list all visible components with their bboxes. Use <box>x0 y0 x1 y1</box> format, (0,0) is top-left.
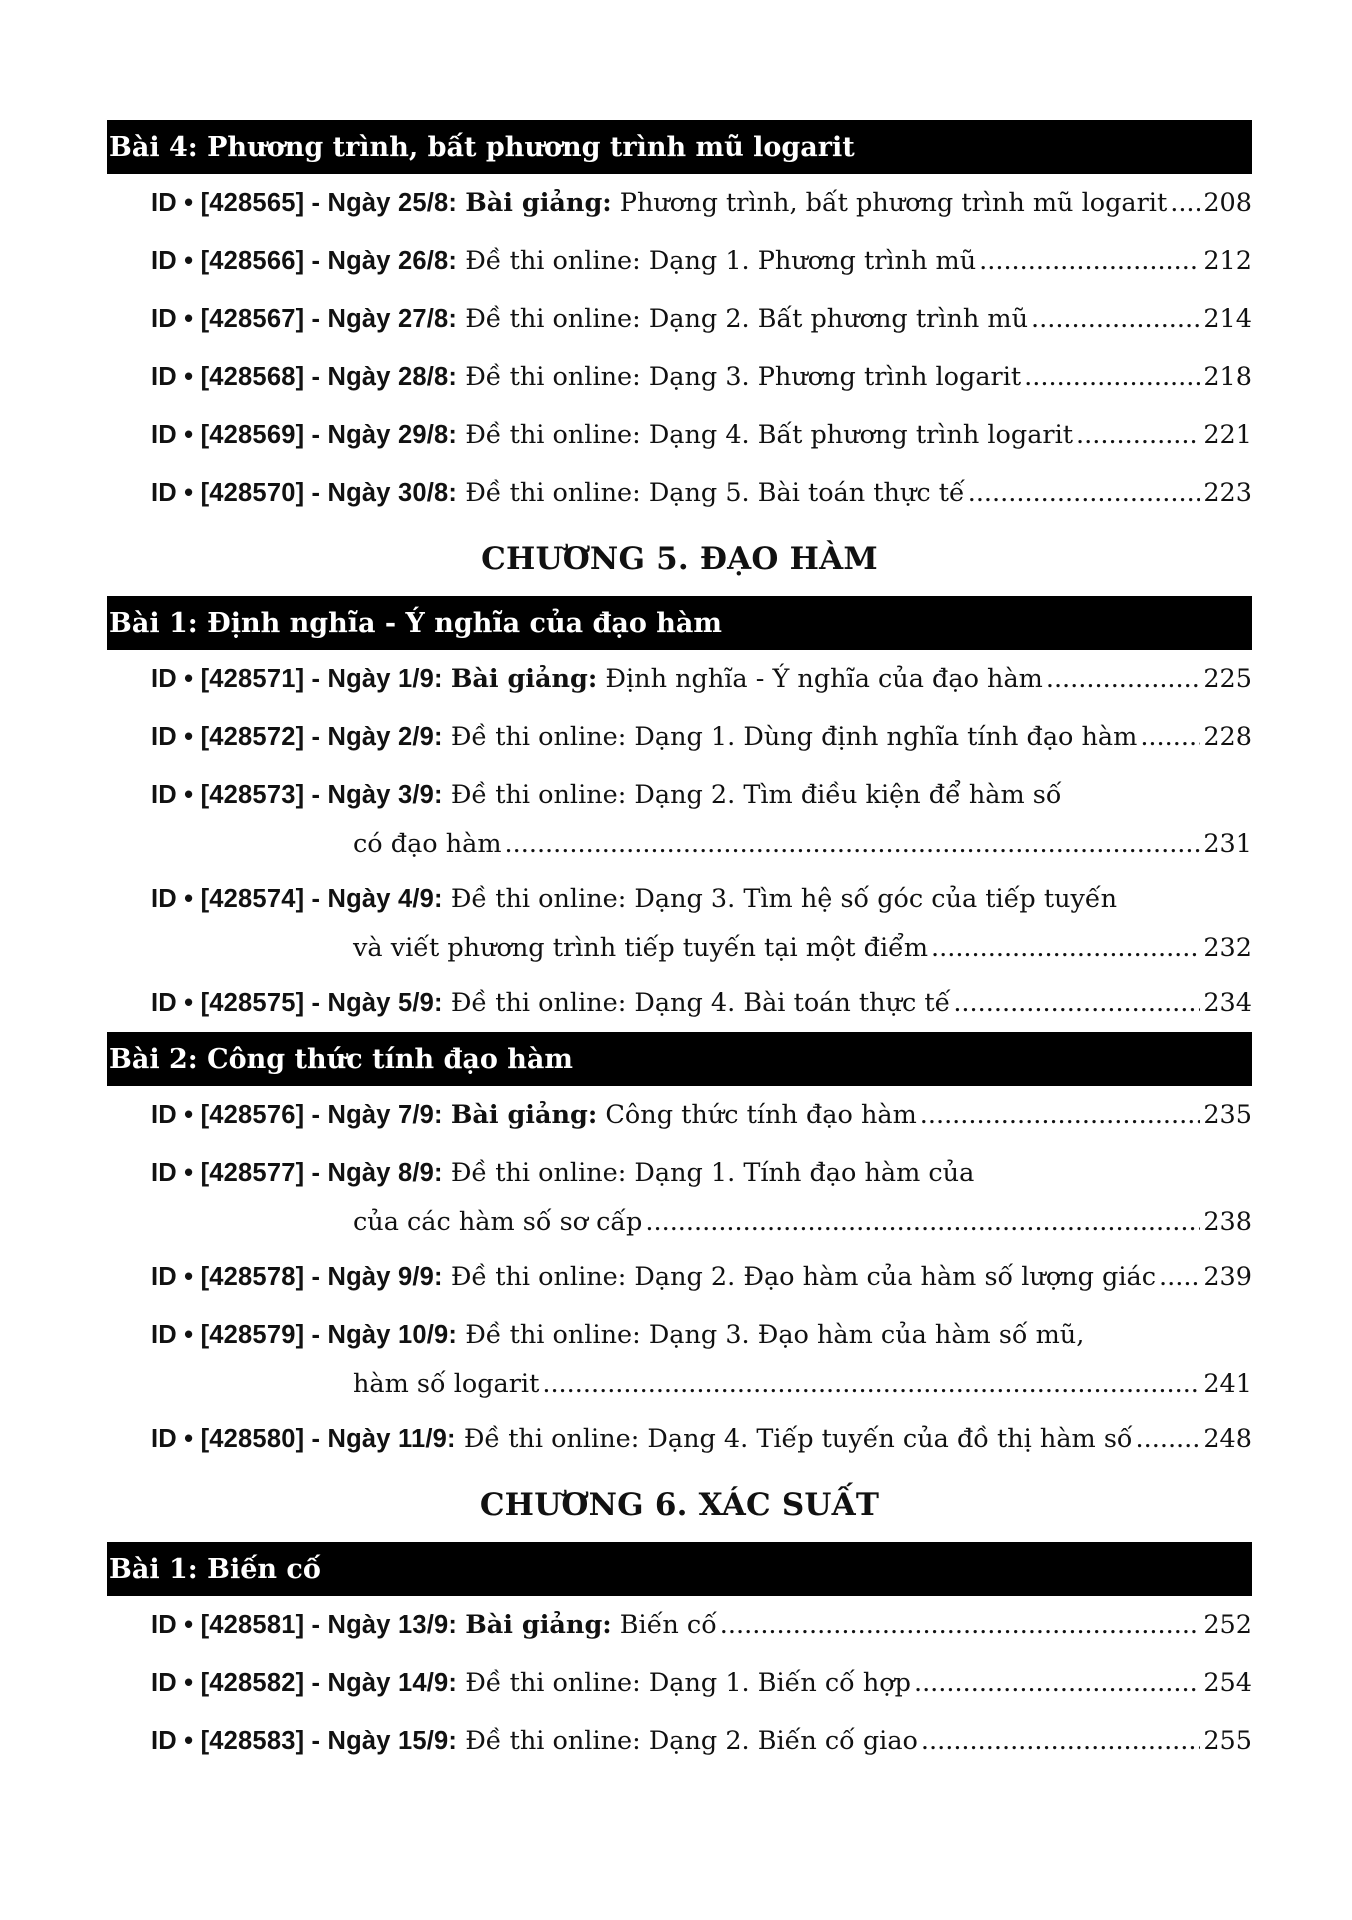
toc-entry[interactable] <box>107 290 1252 348</box>
entry-title: Đề thi online: Dạng 4. Bài toán thực tế <box>450 988 951 1018</box>
entry-kind: Bài giảng: <box>450 1100 598 1130</box>
entry-title: Đề thi online: Dạng 5. Bài toán thực tế <box>465 478 965 508</box>
toc-entry-line <box>151 650 1252 708</box>
toc-entry[interactable] <box>107 348 1252 406</box>
toc-entry-heading <box>151 1150 974 1196</box>
page-number: 252 <box>1203 1610 1252 1640</box>
toc-entry-heading <box>151 1410 1133 1468</box>
toc-entry-line <box>151 174 1252 232</box>
toc-entry[interactable] <box>107 708 1252 766</box>
toc-entry-line <box>151 1596 1252 1654</box>
entry-title-continued: của các hàm số sơ cấp <box>353 1207 643 1237</box>
entry-kind: Bài giảng: <box>465 1610 612 1640</box>
entry-title: Đề thi online: Dạng 2. Tìm điều kiện để hàm số <box>450 780 1062 810</box>
page-number: 234 <box>1203 988 1252 1018</box>
entry-id-date: ID • [428565] - Ngày 25/8: <box>151 189 458 217</box>
page-number: 255 <box>1203 1726 1252 1756</box>
toc-entry-heading <box>151 1312 1084 1358</box>
toc-entry-line <box>151 772 1252 818</box>
page-number: 235 <box>1203 1100 1252 1130</box>
toc-entry-heading <box>151 1712 918 1770</box>
toc-entry-heading <box>151 174 1167 232</box>
toc-entry-line <box>151 1312 1252 1358</box>
toc-entry-line <box>151 290 1252 348</box>
toc-entry[interactable] <box>107 650 1252 708</box>
toc-entry-line <box>151 876 1252 922</box>
toc-entry-continuation <box>151 922 1252 974</box>
dot-leader <box>1046 650 1200 708</box>
toc-entry-heading <box>151 232 976 290</box>
toc-entry[interactable] <box>107 174 1252 232</box>
entry-id-date: ID • [428571] - Ngày 1/9: <box>151 665 443 693</box>
entry-id-date: ID • [428578] - Ngày 9/9: <box>151 1263 443 1291</box>
page-number: 218 <box>1203 362 1252 392</box>
toc-entry-line <box>151 1150 1252 1196</box>
entry-id-date: ID • [428575] - Ngày 5/9: <box>151 989 443 1017</box>
toc-entry-line <box>151 232 1252 290</box>
dot-leader <box>979 232 1200 290</box>
toc-entry[interactable] <box>107 1596 1252 1654</box>
lesson-header: Bài 4: Phương trình, bất phương trình mũ logarit <box>107 120 1252 174</box>
dot-leader <box>914 1654 1200 1712</box>
entry-title: Đề thi online: Dạng 1. Dùng định nghĩa tính đạo hàm <box>450 722 1138 752</box>
toc-entry-heading <box>151 772 1061 818</box>
toc-entry[interactable] <box>107 1150 1252 1248</box>
toc-entry-heading <box>151 1654 911 1712</box>
page-number: 212 <box>1203 246 1252 276</box>
dot-leader <box>1136 1410 1201 1468</box>
entry-title: Đề thi online: Dạng 3. Đạo hàm của hàm số mũ, <box>465 1320 1085 1350</box>
toc-entry[interactable] <box>107 974 1252 1032</box>
toc-entry-continuation <box>151 818 1252 870</box>
entry-title: Đề thi online: Dạng 4. Bất phương trình logarit <box>465 420 1074 450</box>
toc-entry-line <box>151 1410 1252 1468</box>
entry-title: Đề thi online: Dạng 2. Đạo hàm của hàm số lượng giác <box>450 1262 1156 1292</box>
dot-leader <box>505 818 1201 870</box>
entry-title: Đề thi online: Dạng 2. Bất phương trình mũ <box>465 304 1028 334</box>
dot-leader <box>920 1086 1201 1144</box>
entry-title: Công thức tính đạo hàm <box>605 1100 917 1130</box>
toc-entry-heading <box>151 406 1073 464</box>
dot-leader <box>1076 406 1200 464</box>
entry-title: Đề thi online: Dạng 3. Phương trình logarit <box>465 362 1022 392</box>
toc-entry-continuation <box>151 1196 1252 1248</box>
toc-entry-heading <box>151 1596 717 1654</box>
dot-leader <box>921 1712 1200 1770</box>
entry-id-date: ID • [428574] - Ngày 4/9: <box>151 885 443 913</box>
toc-entry[interactable] <box>107 406 1252 464</box>
toc-entry-continuation <box>151 1358 1252 1410</box>
entry-title-continued: hàm số logarit <box>353 1369 540 1399</box>
entry-id-date: ID • [428576] - Ngày 7/9: <box>151 1101 443 1129</box>
entry-id-date: ID • [428580] - Ngày 11/9: <box>151 1425 456 1453</box>
page-number: 238 <box>1203 1207 1252 1237</box>
toc-entry-heading <box>151 290 1028 348</box>
entry-kind: Bài giảng: <box>465 188 612 218</box>
toc-entry-line <box>151 708 1252 766</box>
toc-entry-heading <box>151 650 1043 708</box>
entry-id-date: ID • [428577] - Ngày 8/9: <box>151 1159 443 1187</box>
dot-leader <box>1024 348 1200 406</box>
toc-entry-heading <box>151 708 1137 766</box>
entry-title: Đề thi online: Dạng 4. Tiếp tuyến của đồ thị hàm số <box>463 1424 1133 1454</box>
dot-leader <box>1159 1248 1200 1306</box>
toc-entry-heading <box>151 464 965 522</box>
toc-entry-line <box>151 348 1252 406</box>
entry-id-date: ID • [428572] - Ngày 2/9: <box>151 723 443 751</box>
toc-entry-line <box>151 1248 1252 1306</box>
dot-leader <box>720 1596 1201 1654</box>
page-number: 228 <box>1203 722 1252 752</box>
entry-title: Phương trình, bất phương trình mũ logarit <box>619 188 1168 218</box>
page-number: 214 <box>1203 304 1252 334</box>
page-number: 241 <box>1203 1369 1252 1399</box>
entry-id-date: ID • [428567] - Ngày 27/8: <box>151 305 458 333</box>
entry-title: Đề thi online: Dạng 2. Biến cố giao <box>465 1726 918 1756</box>
dot-leader <box>1031 290 1200 348</box>
dot-leader <box>1140 708 1200 766</box>
page-number: 254 <box>1203 1668 1252 1698</box>
entry-id-date: ID • [428583] - Ngày 15/9: <box>151 1727 458 1755</box>
toc-entry-line <box>151 974 1252 1032</box>
table-of-contents <box>107 120 1252 1770</box>
entry-id-date: ID • [428570] - Ngày 30/8: <box>151 479 458 507</box>
lesson-header: Bài 1: Định nghĩa - Ý nghĩa của đạo hàm <box>107 596 1252 650</box>
toc-entry-line <box>151 406 1252 464</box>
entry-title: Đề thi online: Dạng 1. Biến cố hợp <box>465 1668 911 1698</box>
entry-title-continued: và viết phương trình tiếp tuyến tại một điểm <box>353 933 928 963</box>
toc-entry[interactable] <box>107 1712 1252 1770</box>
toc-entry-heading <box>151 1086 917 1144</box>
dot-leader <box>542 1358 1200 1410</box>
entry-id-date: ID • [428569] - Ngày 29/8: <box>151 421 458 449</box>
toc-entry-line <box>151 1712 1252 1770</box>
entry-id-date: ID • [428566] - Ngày 26/8: <box>151 247 458 275</box>
toc-entry[interactable] <box>107 876 1252 974</box>
page-number: 248 <box>1203 1424 1252 1454</box>
entry-title: Đề thi online: Dạng 1. Phương trình mũ <box>465 246 977 276</box>
entry-id-date: ID • [428573] - Ngày 3/9: <box>151 781 443 809</box>
toc-entry[interactable] <box>107 772 1252 870</box>
toc-entry-line <box>151 1086 1252 1144</box>
entry-id-date: ID • [428579] - Ngày 10/9: <box>151 1321 458 1349</box>
page-number: 208 <box>1203 188 1252 218</box>
toc-entry-heading <box>151 876 1117 922</box>
toc-entry[interactable] <box>107 1654 1252 1712</box>
chapter-title: CHƯƠNG 6. XÁC SUẤT <box>479 1487 880 1523</box>
toc-entry-heading <box>151 974 950 1032</box>
dot-leader <box>1170 174 1200 232</box>
entry-id-date: ID • [428581] - Ngày 13/9: <box>151 1611 458 1639</box>
toc-entry[interactable] <box>107 1248 1252 1306</box>
toc-entry[interactable] <box>107 1410 1252 1468</box>
dot-leader <box>968 464 1201 522</box>
toc-entry-heading <box>151 1248 1156 1306</box>
lesson-header: Bài 2: Công thức tính đạo hàm <box>107 1032 1252 1086</box>
entry-title: Đề thi online: Dạng 3. Tìm hệ số góc của tiếp tuyến <box>450 884 1118 914</box>
dot-leader <box>953 974 1200 1032</box>
toc-entry[interactable] <box>107 232 1252 290</box>
page-number: 223 <box>1203 478 1252 508</box>
entry-title: Đề thi online: Dạng 1. Tính đạo hàm của <box>450 1158 975 1188</box>
dot-leader <box>931 922 1200 974</box>
toc-entry-line <box>151 464 1252 522</box>
page-number: 231 <box>1203 829 1252 859</box>
toc-entry[interactable] <box>107 464 1252 522</box>
entry-title-continued: có đạo hàm <box>353 829 502 859</box>
page-number: 221 <box>1203 420 1252 450</box>
chapter-title: CHƯƠNG 5. ĐẠO HÀM <box>481 541 878 577</box>
entry-title: Biến cố <box>619 1610 717 1640</box>
page-number: 239 <box>1203 1262 1252 1292</box>
toc-entry[interactable] <box>107 1086 1252 1144</box>
lesson-header: Bài 1: Biến cố <box>107 1542 1252 1596</box>
toc-entry-line <box>151 1654 1252 1712</box>
entry-id-date: ID • [428582] - Ngày 14/9: <box>151 1669 458 1697</box>
toc-entry-heading <box>151 348 1021 406</box>
toc-entry[interactable] <box>107 1312 1252 1410</box>
page-number: 225 <box>1203 664 1252 694</box>
dot-leader <box>645 1196 1200 1248</box>
entry-id-date: ID • [428568] - Ngày 28/8: <box>151 363 458 391</box>
page-number: 232 <box>1203 933 1252 963</box>
entry-title: Định nghĩa - Ý nghĩa của đạo hàm <box>605 664 1043 694</box>
entry-kind: Bài giảng: <box>450 664 598 694</box>
